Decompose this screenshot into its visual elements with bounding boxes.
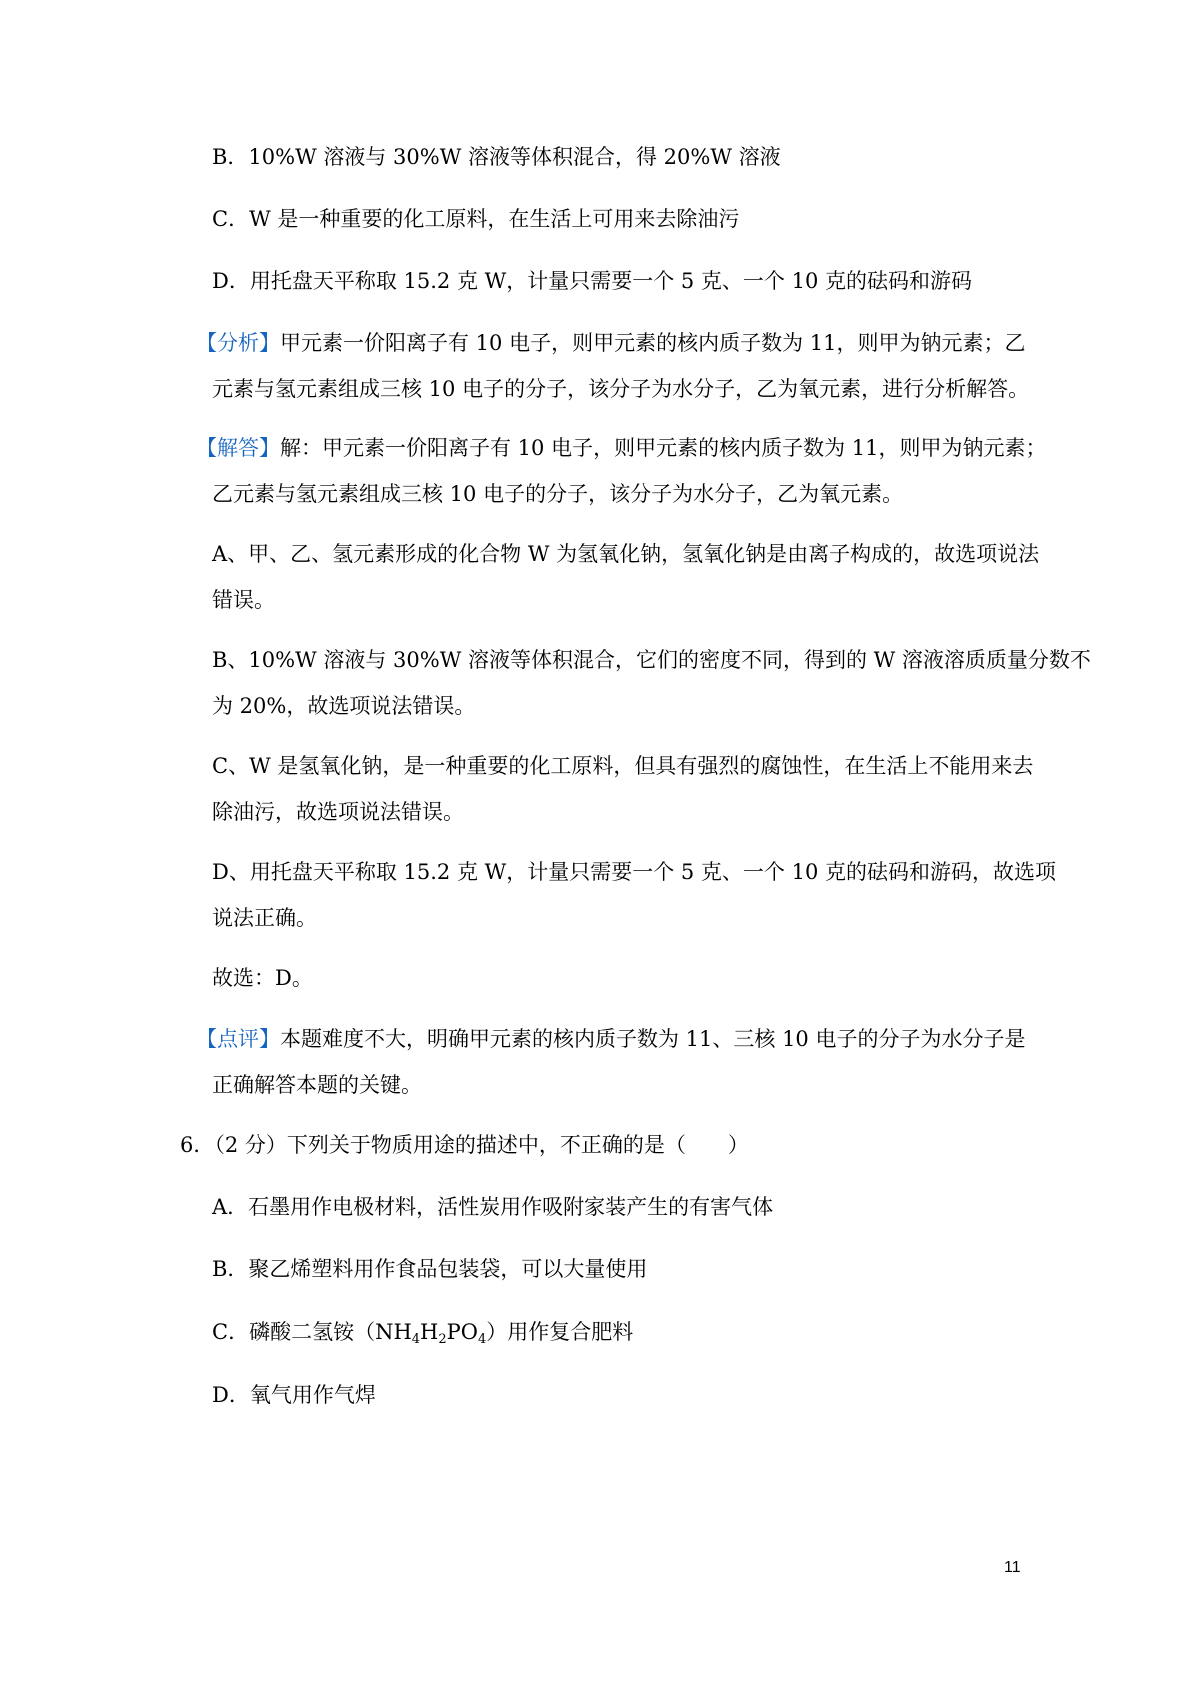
comment-line-2: 正确解答本题的关键。 xyxy=(212,1073,422,1097)
page-number: 11 xyxy=(1004,1559,1021,1576)
comment-text-1: 本题难度不大，明确甲元素的核内质子数为 11、三核 10 电子的分子为水分子是 xyxy=(280,1027,1026,1051)
comment-line-1 xyxy=(196,1024,1026,1054)
analysis-line-1 xyxy=(196,328,1026,358)
analysis-tag: 【分析】 xyxy=(196,331,280,355)
option-c-prefix: C．磷酸二氢铵（NH xyxy=(212,1320,412,1344)
subscript: 4 xyxy=(411,1332,421,1347)
question-6-option-a: A．石墨用作电极材料，活性炭用作吸附家装产生的有害气体 xyxy=(212,1195,774,1219)
explain-a-line-2: 错误。 xyxy=(212,588,275,612)
question-6-option-c xyxy=(212,1317,1032,1355)
option-c-suffix: ）用作复合肥料 xyxy=(486,1320,634,1344)
comment-tag: 【点评】 xyxy=(196,1027,280,1051)
option-d-line: D．用托盘天平称取 15.2 克 W，计量只需要一个 5 克、一个 10 克的砝码和游码 xyxy=(212,269,972,293)
option-c-mid-2: PO xyxy=(446,1320,479,1344)
answer-line-1 xyxy=(196,433,1047,463)
explain-c-line-2: 除油污，故选项说法错误。 xyxy=(212,800,464,824)
explain-c-line-1: C、W 是氢氧化钠，是一种重要的化工原料，但具有强烈的腐蚀性，在生活上不能用来去 xyxy=(212,754,1034,778)
question-6-option-b: B．聚乙烯塑料用作食品包装袋，可以大量使用 xyxy=(212,1257,648,1281)
explain-b-line-1: B、10%W 溶液与 30%W 溶液等体积混合，它们的密度不同，得到的 W 溶液溶质质量分数不 xyxy=(212,648,1091,672)
question-6-option-d: D．氧气用作气焊 xyxy=(212,1383,376,1407)
answer-text-1: 解：甲元素一价阳离子有 10 电子，则甲元素的核内质子数为 11，则甲为钠元素； xyxy=(280,436,1047,460)
answer-line-2: 乙元素与氢元素组成三核 10 电子的分子，该分子为水分子，乙为氧元素。 xyxy=(212,482,904,506)
analysis-text-1: 甲元素一价阳离子有 10 电子，则甲元素的核内质子数为 11，则甲为钠元素；乙 xyxy=(280,331,1026,355)
option-c-line: C．W 是一种重要的化工原料，在生活上可用来去除油污 xyxy=(212,207,740,231)
explain-b-line-2: 为 20%，故选项说法错误。 xyxy=(212,694,476,718)
question-6-stem: 6．（2 分）下列关于物质用途的描述中，不正确的是（ ） xyxy=(180,1133,749,1157)
option-b-line: B．10%W 溶液与 30%W 溶液等体积混合，得 20%W 溶液 xyxy=(212,145,781,169)
explain-d-line-1: D、用托盘天平称取 15.2 克 W，计量只需要一个 5 克、一个 10 克的砝码和游码，故选项 xyxy=(212,860,1056,884)
answer-tag: 【解答】 xyxy=(196,436,280,460)
explain-d-line-2: 说法正确。 xyxy=(212,906,317,930)
analysis-line-2: 元素与氢元素组成三核 10 电子的分子，该分子为水分子，乙为氧元素，进行分析解答。 xyxy=(212,377,1030,401)
subscript: 4 xyxy=(478,1332,487,1347)
option-c-mid-1: H xyxy=(420,1320,439,1344)
explain-a-line-1: A、甲、乙、氢元素形成的化合物 W 为氢氧化钠，氢氧化钠是由离子构成的，故选项说法 xyxy=(212,542,1040,566)
final-answer: 故选：D。 xyxy=(212,966,313,990)
subscript: 2 xyxy=(438,1332,447,1347)
